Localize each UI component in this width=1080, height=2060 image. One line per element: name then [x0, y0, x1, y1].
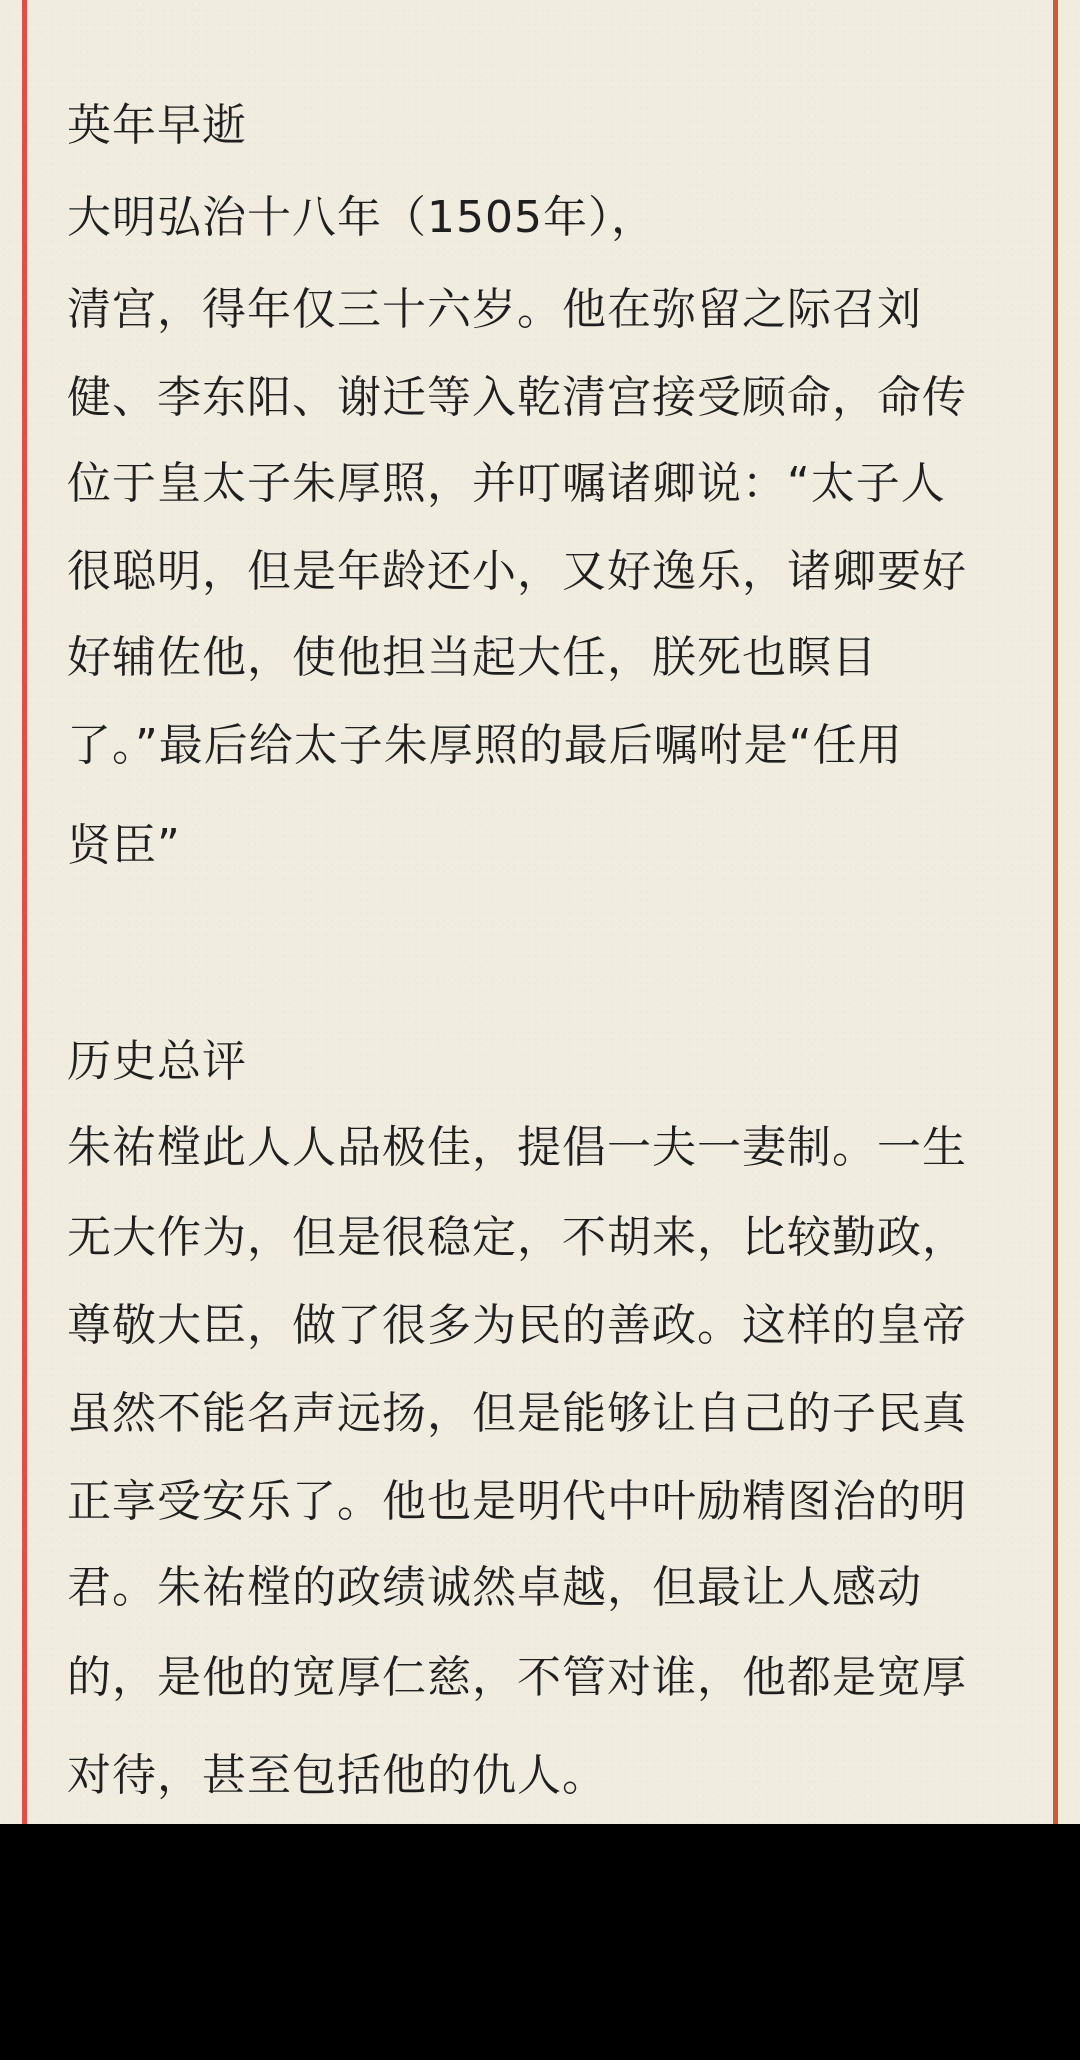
paragraph-line: 对待，甚至包括他的仇人。 [67, 1750, 607, 1801]
paragraph-line: 朱祐樘此人人品极佳，提倡一夫一妻制。一生 [67, 1122, 967, 1173]
section-heading-historical-review: 历史总评 [67, 1036, 247, 1087]
paragraph-line: 很聪明，但是年龄还小，又好逸乐，诸卿要好 [67, 546, 967, 597]
paragraph-line: 清宫，得年仅三十六岁。他在弥留之际召刘 [67, 284, 922, 335]
paragraph-line: 好辅佐他，使他担当起大任，朕死也瞑目 [67, 632, 877, 683]
paragraph-line: 正享受安乐了。他也是明代中叶励精图治的明 [67, 1476, 967, 1527]
paragraph-line: 尊敬大臣，做了很多为民的善政。这样的皇帝 [67, 1300, 967, 1351]
paragraph-line: 君。朱祐樘的政绩诚然卓越，但最让人感动 [67, 1562, 922, 1613]
paragraph-line: 大明弘治十八年（1505年）， [67, 192, 656, 243]
paragraph-line: 虽然不能名声远扬，但是能够让自己的子民真 [67, 1388, 967, 1439]
right-red-border [1053, 0, 1058, 1824]
paragraph-line: 健、李东阳、谢迁等入乾清宫接受顾命，命传 [67, 372, 967, 423]
paragraph-line: 了。”最后给太子朱厚照的最后嘱咐是“任用 [67, 720, 903, 771]
section-heading-early-death: 英年早逝 [67, 100, 247, 151]
left-red-border [22, 0, 27, 1824]
paragraph-line: 的，是他的宽厚仁慈，不管对谁，他都是宽厚 [67, 1652, 967, 1703]
paragraph-line: 位于皇太子朱厚照，并叮嘱诸卿说：“太子人 [67, 458, 946, 509]
paragraph-line: 贤臣” [67, 820, 181, 871]
paragraph-line: 无大作为，但是很稳定，不胡来，比较勤政， [67, 1212, 967, 1263]
